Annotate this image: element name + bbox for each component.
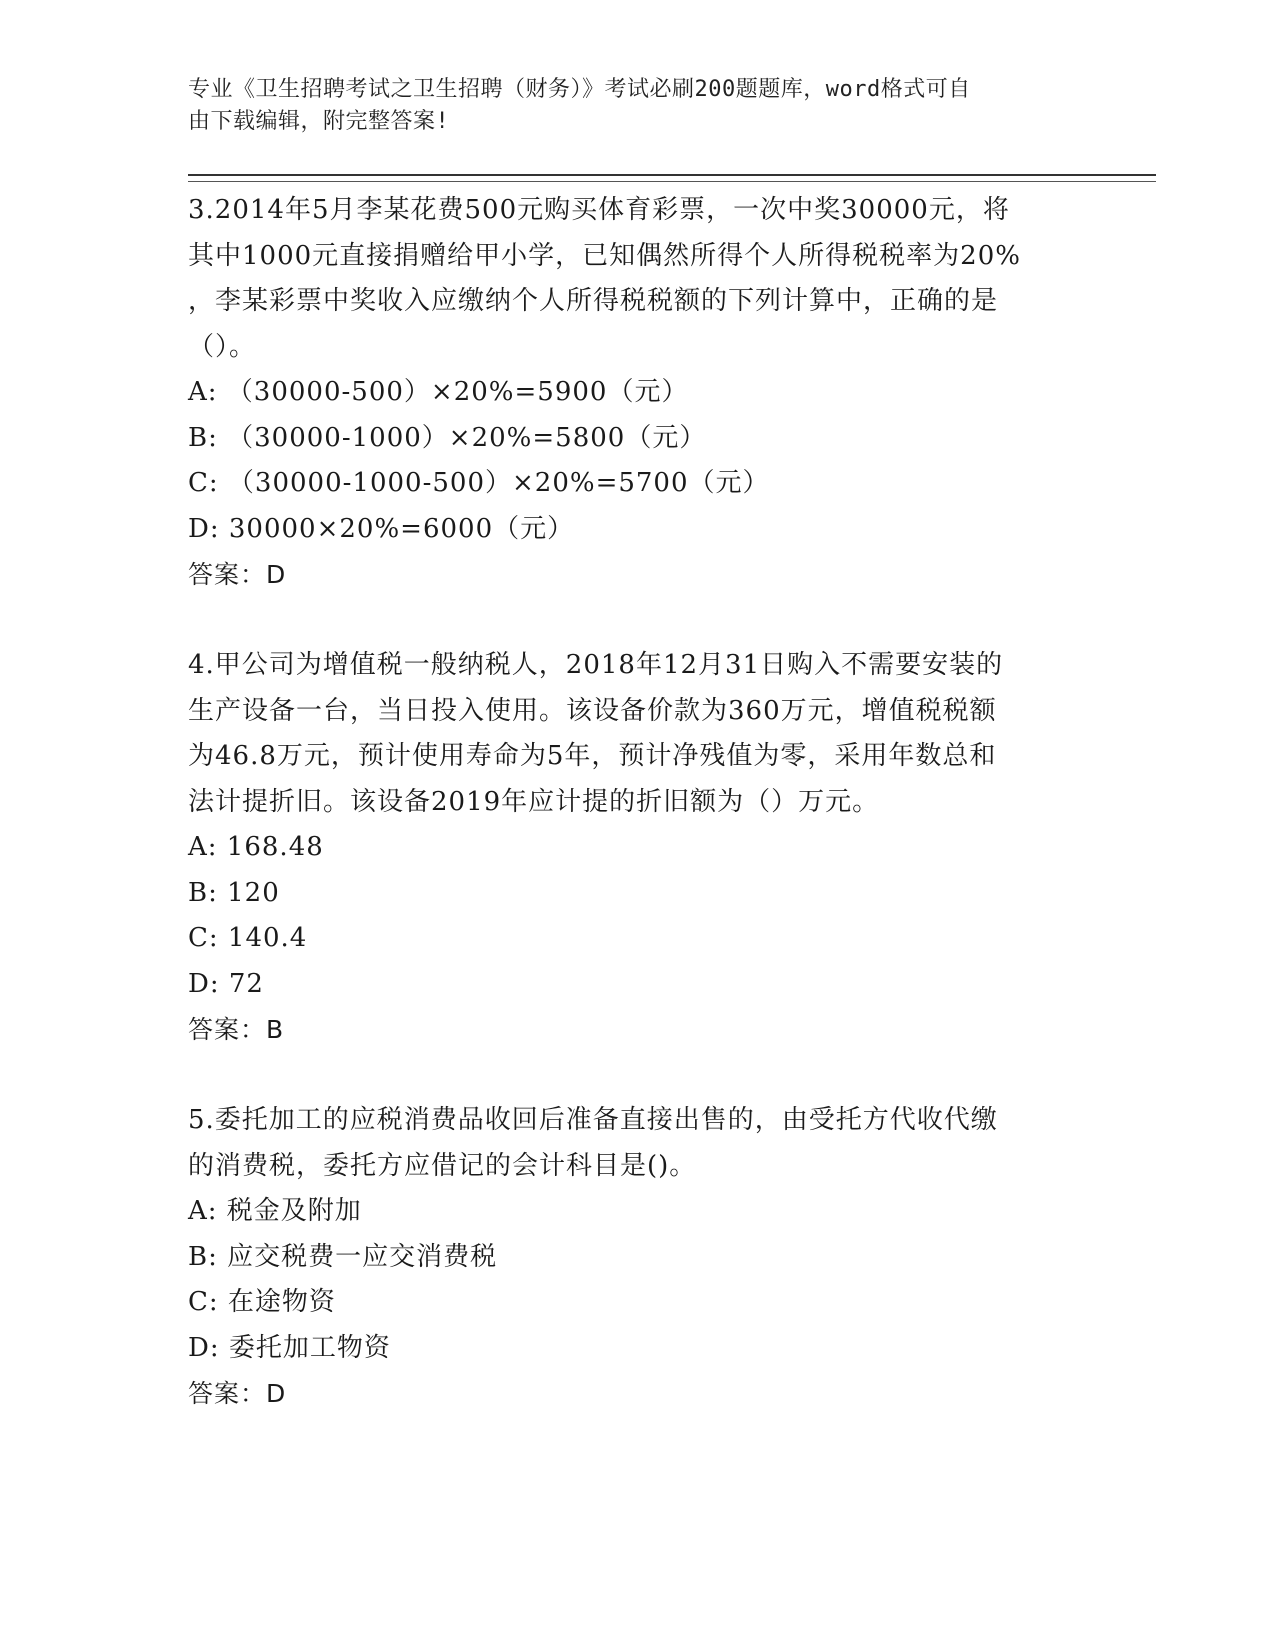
answer: 答案：D (188, 1379, 287, 1408)
option-a: A: 税金及附加 (188, 1196, 362, 1226)
option-c: C: （30000-1000-500）×20%=5700（元） (188, 468, 770, 498)
option-b: B: 应交税费一应交消费税 (188, 1241, 498, 1272)
question-stem-line: 3.2014年5月李某花费500元购买体育彩票，一次中奖30000元，将 (188, 195, 1010, 225)
header-line-2: 由下载编辑，附完整答案! (188, 109, 450, 134)
option-d: D: 30000×20%=6000（元） (188, 513, 575, 544)
question-stem-line: 法计提折旧。该设备2019年应计提的折旧额为（）万元。 (188, 786, 880, 817)
question-stem-line: 5.委托加工的应税消费品收回后准备直接出售的，由受托方代收代缴 (188, 1105, 998, 1135)
question-stem-line: 4.甲公司为增值税一般纳税人，2018年12月31日购入不需要安装的 (188, 650, 1004, 680)
header-divider-thick (188, 174, 1156, 176)
question-5 (188, 1098, 1088, 1417)
question-stem-line: ，李某彩票中奖收入应缴纳个人所得税税额的下列计算中，正确的是 (188, 286, 999, 316)
answer: 答案：D (188, 560, 287, 589)
option-a: A: （30000-500）×20%=5900（元） (188, 377, 689, 407)
header-line-1: 专业《卫生招聘考试之卫生招聘（财务）》考试必刷200题题库，word格式可自 (188, 77, 971, 102)
question-stem-line: 生产设备一台，当日投入使用。该设备价款为360万元，增值税税额 (188, 695, 997, 726)
option-d: D: 72 (188, 968, 264, 999)
option-b: B: （30000-1000）×20%=5800（元） (188, 422, 707, 453)
question-stem-line: （）。 (188, 331, 257, 362)
header-divider-thin (188, 181, 1156, 182)
option-d: D: 委托加工物资 (188, 1332, 391, 1363)
question-3 (188, 188, 1088, 598)
question-stem-line: 的消费税，委托方应借记的会计科目是()。 (188, 1150, 697, 1181)
option-b: B: 120 (188, 877, 280, 908)
question-stem-line: 为46.8万元，预计使用寿命为5年，预计净残值为零，采用年数总和 (188, 741, 997, 771)
option-c: C: 140.4 (188, 923, 308, 953)
document-header (188, 74, 1068, 138)
option-c: C: 在途物资 (188, 1287, 336, 1317)
question-stem-line: 其中1000元直接捐赠给甲小学，已知偶然所得个人所得税税率为20% (188, 240, 1021, 271)
option-a: A: 168.48 (188, 832, 324, 862)
question-4 (188, 643, 1088, 1053)
answer: 答案：B (188, 1015, 285, 1044)
